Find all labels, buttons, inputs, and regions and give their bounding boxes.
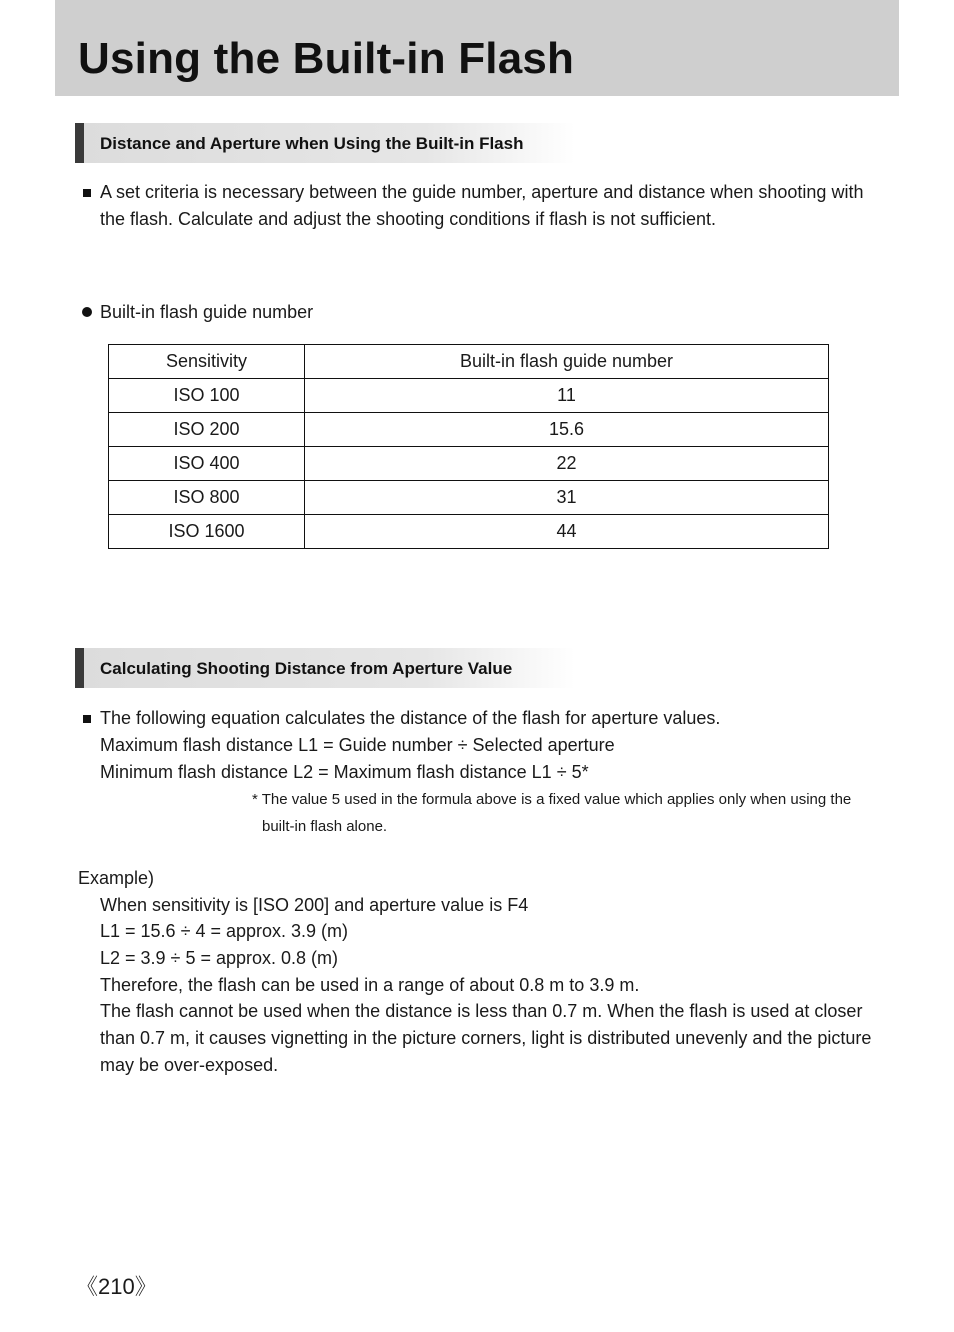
table-header-sensitivity: Sensitivity bbox=[109, 345, 305, 379]
square-bullet-icon bbox=[83, 715, 91, 723]
table-cell-sensitivity: ISO 400 bbox=[109, 447, 305, 481]
page-number: 《210》 bbox=[76, 1274, 157, 1299]
section-heading-bar bbox=[75, 648, 84, 688]
example-l2-calc: L2 = 3.9 ÷ 5 = approx. 0.8 (m) bbox=[100, 948, 339, 968]
table-row bbox=[109, 481, 829, 515]
table-row bbox=[109, 447, 829, 481]
section-heading-bar bbox=[75, 123, 84, 163]
example-l1-calc: L1 = 15.6 ÷ 4 = approx. 3.9 (m) bbox=[100, 921, 349, 941]
table-cell-guide-number: 31 bbox=[305, 481, 829, 515]
example-warning-paragraph: The flash cannot be used when the distance is less than 0.7 m. When the flash is used at closer than 0.7 m, it causes vignetting in the picture corners, light is distributed unevenly and the picture may be over-exposed. bbox=[100, 1001, 872, 1075]
table-cell-guide-number: 44 bbox=[305, 515, 829, 549]
formula-max-distance: Maximum flash distance L1 = Guide number ÷ Selected aperture bbox=[100, 735, 615, 755]
example-label: Example) bbox=[78, 868, 155, 888]
square-bullet-icon bbox=[83, 189, 91, 197]
formula-footnote: * The value 5 used in the formula above is a fixed value which applies only when using the built-in flash alone. bbox=[252, 791, 852, 835]
criteria-paragraph: A set criteria is necessary between the guide number, aperture and distance when shooting with the flash. Calculate and adjust the shooting conditions if flash is not sufficient. bbox=[100, 182, 864, 229]
table-cell-guide-number: 22 bbox=[305, 447, 829, 481]
example-range: Therefore, the flash can be used in a range of about 0.8 m to 3.9 m. bbox=[100, 975, 640, 995]
table-row bbox=[109, 413, 829, 447]
table-header-guide-number: Built-in flash guide number bbox=[305, 345, 829, 379]
round-bullet-icon bbox=[82, 307, 92, 317]
table-row bbox=[109, 379, 829, 413]
table-header-row bbox=[109, 345, 829, 379]
guide-number-label: Built-in flash guide number bbox=[100, 302, 314, 322]
table-cell-sensitivity: ISO 800 bbox=[109, 481, 305, 515]
guide-number-table bbox=[108, 344, 829, 549]
section-heading-label: Calculating Shooting Distance from Aperture Value bbox=[100, 659, 513, 678]
table-cell-sensitivity: ISO 200 bbox=[109, 413, 305, 447]
table-row bbox=[109, 515, 829, 549]
example-condition: When sensitivity is [ISO 200] and aperture value is F4 bbox=[100, 895, 529, 915]
table-cell-sensitivity: ISO 100 bbox=[109, 379, 305, 413]
equation-intro: The following equation calculates the distance of the flash for aperture values. bbox=[100, 708, 721, 728]
table-cell-sensitivity: ISO 1600 bbox=[109, 515, 305, 549]
table-cell-guide-number: 15.6 bbox=[305, 413, 829, 447]
section-heading-distance-aperture bbox=[75, 123, 575, 163]
page-title: Using the Built-in Flash bbox=[78, 34, 575, 83]
section-heading-label: Distance and Aperture when Using the Built-in Flash bbox=[100, 134, 524, 153]
section-heading-shooting-distance bbox=[75, 648, 575, 688]
table-cell-guide-number: 11 bbox=[305, 379, 829, 413]
formula-min-distance: Minimum flash distance L2 = Maximum flash distance L1 ÷ 5* bbox=[100, 762, 589, 782]
